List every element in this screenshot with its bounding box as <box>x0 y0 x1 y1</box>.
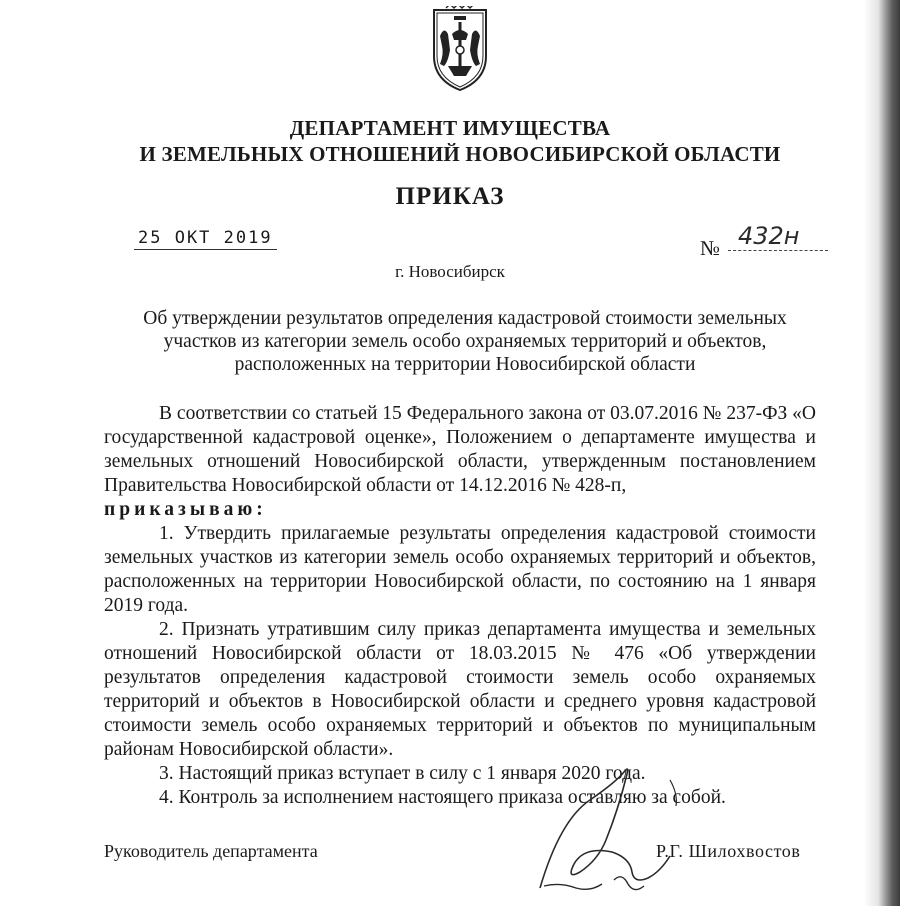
document-number-label: № <box>700 236 721 260</box>
document-subject: Об утверждении результатов определения кадастровой стоимости земельных участков из категории земель особо охраняемых территорий и объектов, расположенных на территории Новосибирской области <box>143 308 787 375</box>
document-number-handwritten: 432н <box>728 222 828 251</box>
order-item-3: 3. Настоящий приказ вступает в силу с 1 января 2020 года. <box>159 763 646 784</box>
order-item-2: 2. Признать утратившим силу приказ департамента имущества и земельных отношений Новосибирской области от 18.03.2015 № 476 «Об утверждении результатов определения кадастровой стоимости земель особо охраняемых территорий и объектов в Новосибирской области и среднего уровня кадастровой стоимости земель особо охраняемых территорий и объектов по муниципальным районам Новосибирской области». <box>104 619 816 760</box>
org-name-line2: И ЗЕМЕЛЬНЫХ ОТНОШЕНИЙ НОВОСИБИРСКОЙ ОБЛАСТИ <box>139 142 781 166</box>
document-body <box>104 402 816 810</box>
handwritten-signature-icon <box>520 760 690 900</box>
preamble-text: В соответствии со статьей 15 Федерального закона от 03.07.2016 № 237-ФЗ «О государственной кадастровой оценке», Положением о департаменте имущества и земельных отношений Новосибирской области, утвержденным постановлением Правительства Новосибирской области от 14.12.2016 № 428-п, <box>104 403 816 496</box>
order-item-4: 4. Контроль за исполнением настоящего приказа оставляю за собой. <box>159 787 726 808</box>
org-name-line1: ДЕПАРТАМЕНТ ИМУЩЕСТВА <box>289 116 611 140</box>
coat-of-arms-icon <box>426 6 494 92</box>
document-date-stamp: 25 ОКТ 2019 <box>134 228 277 250</box>
document-title: ПРИКАЗ <box>395 183 505 210</box>
order-word: приказываю: <box>104 499 267 520</box>
signatory-name: Р.Г. Шилохвостов <box>656 841 801 861</box>
document-city: г. Новосибирск <box>395 262 505 281</box>
order-item-1: 1. Утвердить прилагаемые результаты определения кадастровой стоимости земельных участков из категории земель особо охраняемых территорий и объектов, расположенных на территории Новосибирской области, по состоянию на 1 января 2019 года. <box>104 523 816 616</box>
signatory-position: Руководитель департамента <box>104 841 318 861</box>
